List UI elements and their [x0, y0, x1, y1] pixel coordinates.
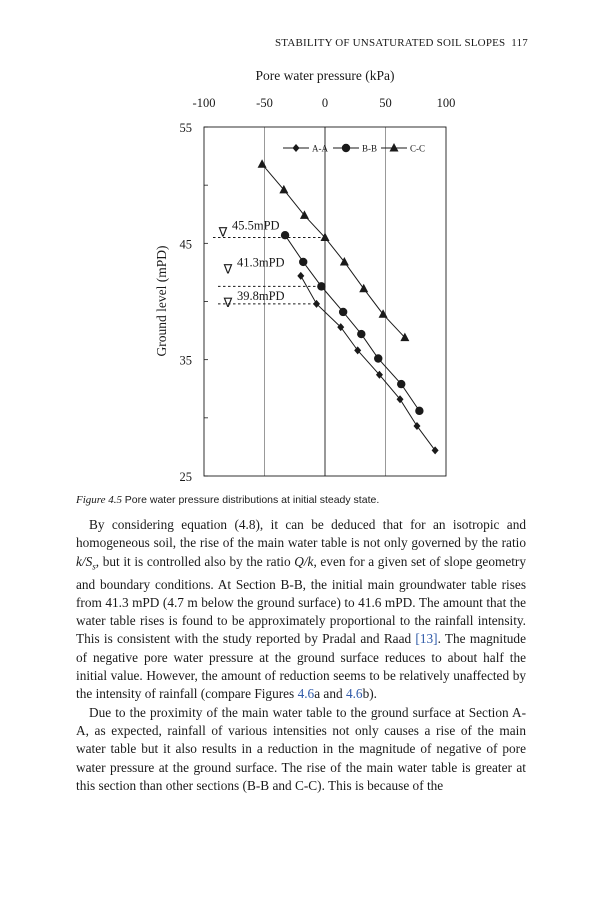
series-b-b	[281, 231, 424, 415]
caption-label: Figure 4.5	[76, 494, 123, 506]
x-tick-label: 100	[436, 96, 456, 110]
water-table-symbol: ∇	[223, 261, 233, 277]
caption-text: Pore water pressure distributions at initial steady state.	[124, 494, 380, 506]
water-table-label: 39.8mPD	[237, 288, 285, 303]
legend-label: B-B	[362, 143, 378, 154]
data-point-circle	[342, 144, 350, 152]
x-tick-label: -100	[192, 96, 216, 110]
figure-link-4-6a[interactable]: 4.6	[297, 686, 315, 702]
body-text	[76, 516, 526, 795]
water-table-label: 41.3mPD	[237, 255, 285, 270]
figure-link-4-6b[interactable]: 4.6	[345, 686, 363, 702]
data-point-circle	[317, 282, 325, 290]
citation-link-13[interactable]: [13]	[415, 631, 438, 647]
chart-title: Pore water pressure (kPa)	[255, 68, 395, 83]
paragraph-2: Due to the proximity of the main water table to the ground surface at Section A-A, as expected, rainfall of various intensities not only causes a rise of the main water table but it also results in a reduction in the magnitude of negative of pore water pressure at the ground surface. The rise of the main water table is greater at this section than other sections (B-B and C-C). This is because of the	[76, 704, 526, 793]
ratio-q-over-k: Q/k	[294, 553, 314, 569]
x-tick-label: 50	[379, 96, 392, 110]
data-point-circle	[357, 330, 365, 338]
data-point-circle	[374, 354, 382, 362]
data-point-triangle	[390, 143, 399, 152]
y-tick-label: 35	[179, 353, 192, 368]
data-point-circle	[397, 380, 405, 388]
y-tick-label: 25	[179, 470, 192, 484]
data-point-circle	[339, 308, 347, 316]
water-table-symbol: ∇	[218, 224, 228, 240]
series-c-c	[258, 159, 410, 341]
paragraph-1: By considering equation (4.8), it can be deduced that for an isotropic and homogeneous soil, the rise of the main water table is not only governed by the ratio $k/S_s$, but it is controlled also by the ratio Q/k, even for a given set of slope geometry and boundary conditions. At Section B-B, the initial main groundwater table rises from 41.3 mPD (4.7 m below the ground surface) to 41.6 mPD. The amount that the water table rises is found to be approximately proportional to the rainfall intensity. This is consistent with the study reported by Pradal and Raad [13]. The magnitude of negative pore water pressure at the ground surface reduces to about half the initial value. However, the amount of reduction seems to be relatively unaffected by the intensity of rainfall (compare Figures 4.6a and 4.6b).	[76, 517, 526, 702]
figure-caption	[76, 494, 379, 506]
running-header	[275, 37, 528, 49]
data-point-circle	[415, 407, 423, 415]
x-tick-label: -50	[256, 96, 273, 110]
legend-label: C-C	[410, 143, 426, 154]
legend-label: A-A	[312, 143, 328, 154]
data-point-diamond	[297, 272, 304, 280]
y-tick-label: 45	[179, 237, 192, 252]
legend	[283, 143, 425, 154]
y-axis-label: Ground level (mPD)	[154, 245, 169, 357]
series-line	[301, 276, 435, 451]
y-tick-label: 55	[179, 121, 192, 135]
series-a-a	[297, 272, 438, 455]
data-point-diamond	[293, 144, 300, 152]
pore-pressure-chart	[0, 60, 600, 490]
water-table-label: 45.5mPD	[232, 218, 280, 233]
header-title: STABILITY OF UNSATURATED SOIL SLOPES	[274, 37, 506, 49]
water-table-symbol: ∇	[223, 294, 233, 310]
ratio-k-over-s: k/S	[76, 553, 93, 569]
data-point-circle	[281, 231, 289, 239]
data-point-circle	[299, 258, 307, 266]
page-number: 117	[511, 37, 528, 49]
x-tick-label: 0	[321, 96, 329, 110]
data-point-triangle	[258, 159, 267, 168]
